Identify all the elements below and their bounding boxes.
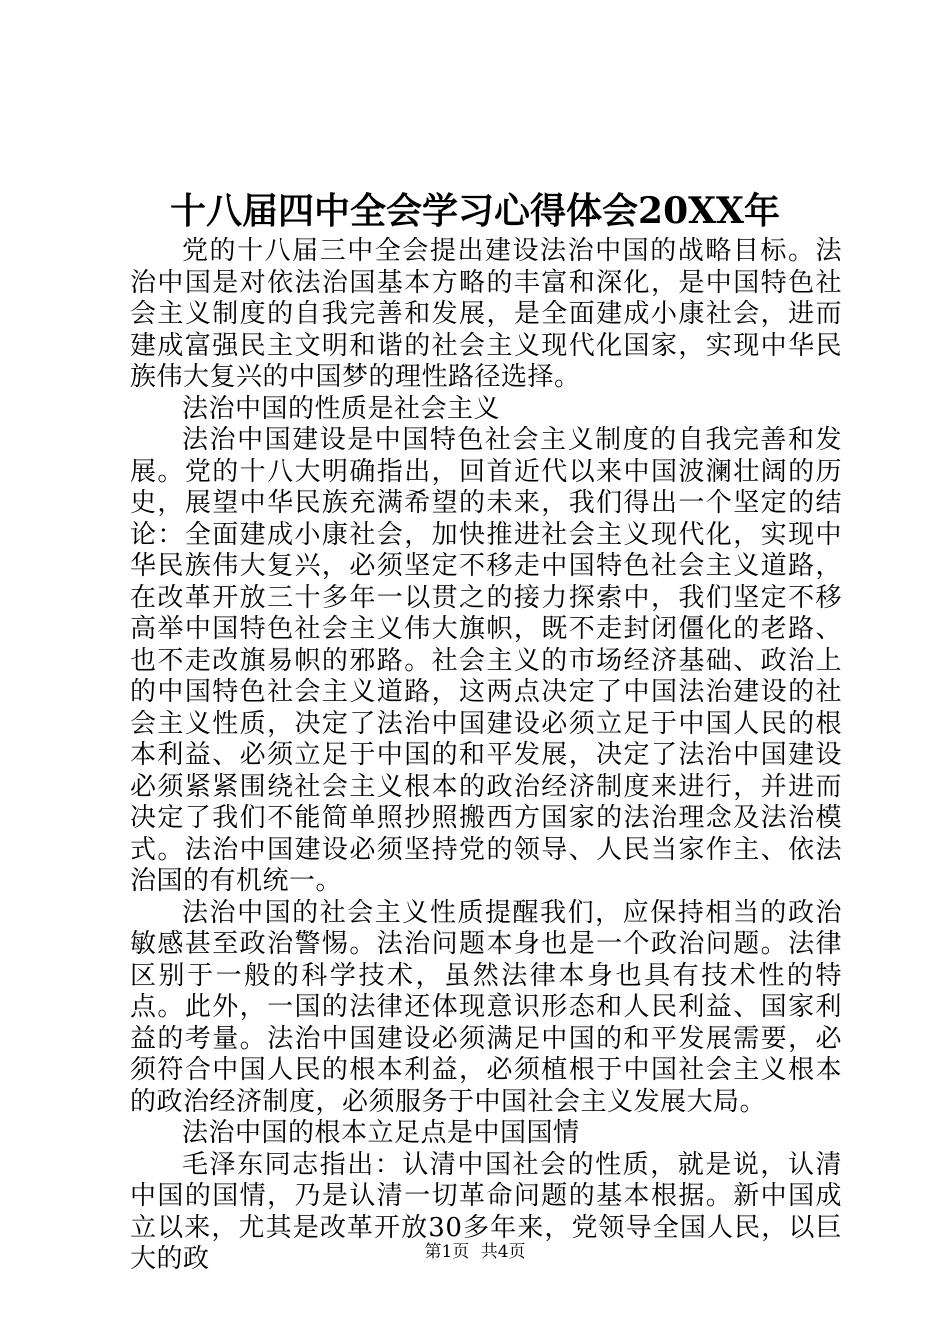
paragraph: 毛泽东同志指出：认清中国社会的性质，就是说，认清中国的国情，乃是认清一切革命问题的基本根据。新中国成立以来，尤其是改革开放30多年来，党领导全国人民，以巨大的政	[130, 1149, 842, 1274]
document-body	[130, 236, 842, 1276]
page-footer	[0, 1240, 950, 1264]
document-title: 十八届四中全会学习心得体会20XX年	[170, 190, 780, 232]
section-heading: 法治中国的性质是社会主义	[182, 393, 501, 424]
page-number: 第1页	[424, 1242, 470, 1262]
page-total: 共4页	[480, 1242, 526, 1262]
paragraph: 法治中国的社会主义性质提醒我们，应保持相当的政治敏感甚至政治警惕。法治问题本身也是一个政治问题。法律区别于一般的科学技术，虽然法律本身也具有技术性的特点。此外，一国的法律还体现意识形态和人民利益、国家利益的考量。法治中国建设必须满足中国的和平发展需要，必须符合中国人民的根本利益，必须植根于中国社会主义根本的政治经济制度，必须服务于中国社会主义发展大局。	[130, 897, 842, 1117]
section-heading: 法治中国的根本立足点是中国国情	[182, 1118, 580, 1148]
paragraph: 法治中国建设是中国特色社会主义制度的自我完善和发展。党的十八大明确指出，回首近代以来中国波澜壮阔的历史，展望中华民族充满希望的未来，我们得出一个坚定的结论：全面建成小康社会，加快推进社会主义现代化，实现中华民族伟大复兴，必须坚定不移走中国特色社会主义道路，在改革开放三十多年一以贯之的接力探索中，我们坚定不移高举中国特色社会主义伟大旗帜，既不走封闭僵化的老路、也不走改旗易帜的邪路。社会主义的市场经济基础、政治上的中国特色社会主义道路，这两点决定了中国法治建设的社会主义性质，决定了法治中国建设必须立足于中国人民的根本利益、必须立足于中国的和平发展，决定了法治中国建设必须紧紧围绕社会主义根本的政治经济制度来进行，并进而决定了我们不能简单照抄照搬西方国家的法治理念及法治模式。法治中国建设必须坚持党的领导、人民当家作主、依法治国的有机统一。	[130, 425, 842, 896]
paragraph: 党的十八届三中全会提出建设法治中国的战略目标。法治中国是对依法治国基本方略的丰富和深化，是中国特色社会主义制度的自我完善和发展，是全面建成小康社会，进而建成富强民主文明和谐的社会主义现代化国家，实现中华民族伟大复兴的中国梦的理性路径选择。	[130, 236, 842, 392]
